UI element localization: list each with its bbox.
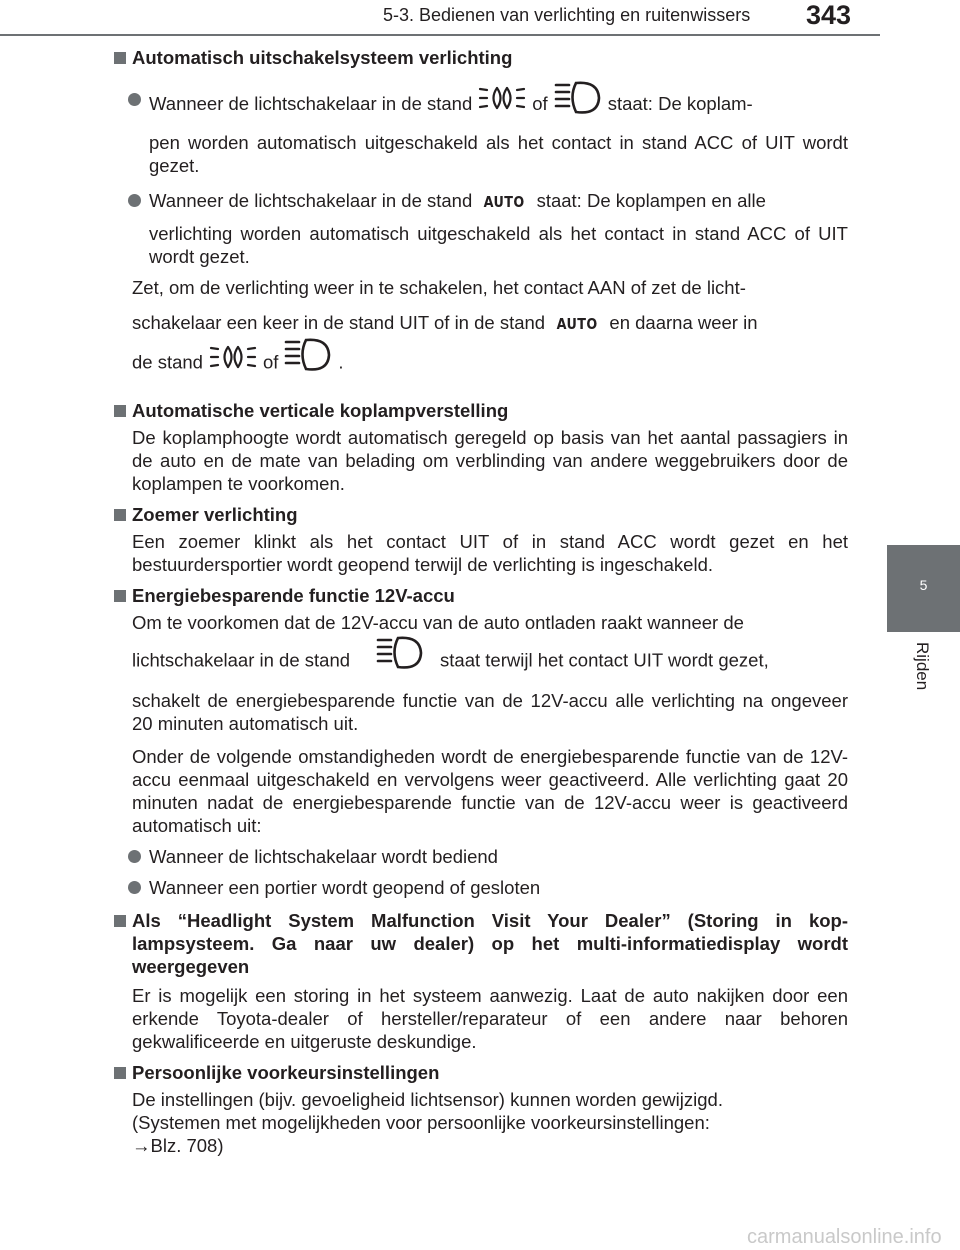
page-content	[111, 46, 848, 1157]
section-heading	[111, 46, 848, 69]
square-bullet-icon	[114, 405, 126, 417]
headlight-icon	[376, 634, 424, 689]
heading-text: Persoonlijke voorkeursinstellingen	[132, 1062, 440, 1083]
list-item	[111, 845, 848, 868]
item-text: staat: De koplampen en alle	[536, 190, 766, 211]
chapter-title: 5-3. Bedienen van verlichting en ruitenwissers	[383, 5, 751, 25]
parking-light-icon	[209, 341, 257, 387]
paragraph: Onder de volgende omstandigheden wordt de energiebesparende functie van de 12V-accu eenmaal uitgeschakeld en vervolgens weer geactiveerd. Alle verlichting gaat 20 minuten nadat de energiebesparende functie van de 12V-accu weer is geactiveerd automatisch uit:	[132, 746, 848, 836]
round-bullet-icon	[128, 850, 141, 863]
round-bullet-icon	[128, 93, 141, 106]
item-text: of	[532, 92, 548, 114]
section-heading	[111, 909, 848, 978]
page-header	[0, 0, 960, 40]
paragraph	[111, 336, 848, 391]
heading-text: Energiebesparende functie 12V-accu	[132, 585, 455, 606]
section-heading	[111, 1061, 848, 1084]
item-continuation: verlichting worden automatisch uitgeschakeld als het contact in stand ACC of UIT wordt gezet.	[149, 223, 848, 267]
paragraph	[111, 311, 848, 336]
para-text: of	[262, 351, 279, 373]
watermark: carmanualsonline.info	[747, 1226, 942, 1248]
paragraph: (Systemen met mogelijkheden voor persoonlijke voorkeursinstellingen:	[132, 1112, 710, 1133]
paragraph: schakelt de energiebesparende functie van de 12V-accu alle verlichting na ongeveer 20 minuten automatisch uit.	[132, 690, 848, 734]
headlight-icon	[284, 336, 332, 391]
chapter-tab	[887, 545, 960, 632]
reference-text: Blz. 708)	[150, 1135, 224, 1156]
para-text: en daarna weer in	[609, 312, 758, 333]
paragraph: Om te voorkomen dat de 12V-accu van de auto ontladen raakt wanneer de	[132, 612, 744, 633]
page-number: 343	[806, 0, 852, 30]
page-reference	[111, 1134, 848, 1157]
heading-text: Zoemer verlichting	[132, 504, 298, 525]
square-bullet-icon	[114, 52, 126, 64]
auto-symbol: AUTO	[483, 193, 525, 211]
paragraph: Er is mogelijk een storing in het systeem aanwezig. Laat de auto nakijken door een erkende Toyota-dealer of hersteller/reparateur of een andere naar behoren gekwalificeerde en uitgeruste deskundige.	[132, 985, 848, 1052]
chapter-label: Rijden	[913, 642, 932, 691]
round-bullet-icon	[128, 881, 141, 894]
parking-light-icon	[478, 85, 526, 125]
paragraph: De instellingen (bijv. gevoeligheid lichtsensor) kunnen worden gewijzigd.	[132, 1089, 723, 1110]
para-text: lichtschakelaar in de stand	[132, 649, 351, 671]
paragraph: Zet, om de verlichting weer in te schakelen, het contact AAN of zet de licht-	[132, 277, 746, 298]
item-text: staat: De koplam-	[607, 92, 753, 114]
section-heading	[111, 584, 848, 607]
square-bullet-icon	[114, 915, 126, 927]
round-bullet-icon	[128, 194, 141, 207]
para-text: staat terwijl het contact UIT wordt gezet,	[440, 649, 769, 671]
square-bullet-icon	[114, 1067, 126, 1079]
paragraph	[111, 634, 848, 689]
headlight-icon	[554, 79, 602, 131]
item-text: Wanneer een portier wordt geopend of gesloten	[149, 877, 541, 898]
chapter-number: 5	[919, 577, 928, 593]
para-text: .	[338, 351, 344, 373]
item-text: Wanneer de lichtschakelaar wordt bediend	[149, 846, 498, 867]
list-item	[111, 79, 848, 131]
list-item	[111, 876, 848, 899]
heading-text: Automatisch uitschakelsysteem verlichting	[132, 47, 513, 68]
heading-text: Automatische verticale koplampverstelling	[132, 400, 509, 421]
item-continuation: pen worden automatisch uitgeschakeld als het contact in stand ACC of UIT wordt gezet.	[149, 132, 848, 176]
square-bullet-icon	[114, 590, 126, 602]
para-text: schakelaar een keer in de stand UIT of in de stand	[132, 312, 546, 333]
auto-symbol: AUTO	[556, 315, 598, 333]
square-bullet-icon	[114, 509, 126, 521]
item-text: Wanneer de lichtschakelaar in de stand	[149, 92, 473, 114]
paragraph: Een zoemer klinkt als het contact UIT of in stand ACC wordt gezet en het bestuurdersportier wordt geopend terwijl de verlichting is ingeschakeld.	[132, 531, 848, 575]
section-heading	[111, 399, 848, 422]
paragraph: De koplamphoogte wordt automatisch geregeld op basis van het aantal passagiers in de auto en de mate van belading om verblinding van andere weggebruikers door de koplampen te voorkomen.	[132, 427, 848, 494]
arrow-icon: →	[132, 1135, 151, 1156]
heading-text: Als “Headlight System Malfunction Visit Your Dealer” (Storing in kop-lampsysteem. Ga naar uw dealer) op het multi-informatiedisplay wordt weergegeven	[132, 910, 848, 977]
list-item	[111, 189, 848, 214]
para-text: de stand	[132, 351, 203, 373]
section-heading	[111, 503, 848, 526]
header-rule	[0, 34, 880, 36]
item-text: Wanneer de lichtschakelaar in de stand	[149, 190, 473, 211]
